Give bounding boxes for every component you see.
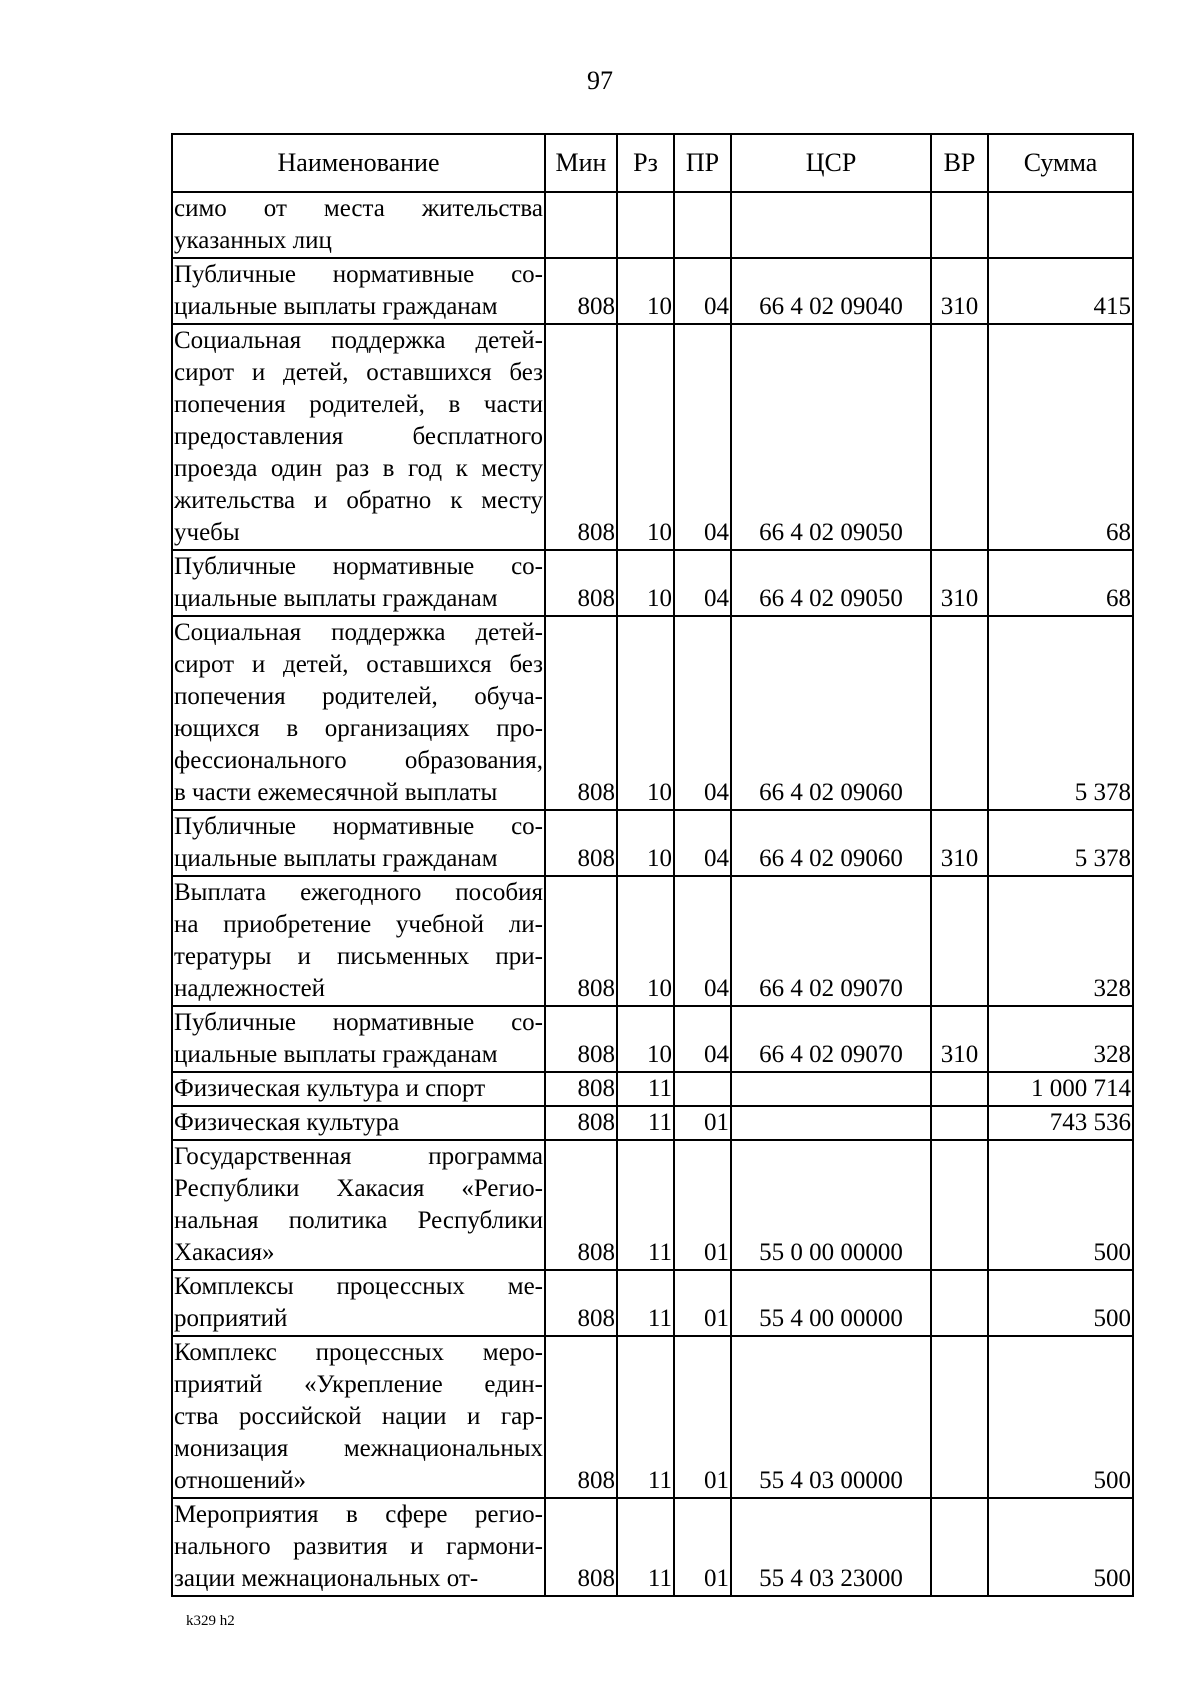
row-vr: [931, 1498, 988, 1596]
row-pr: 04: [674, 876, 731, 1006]
header-name: Наименование: [172, 134, 545, 192]
row-min: [545, 192, 617, 258]
row-name-line: Хакасия»: [174, 1239, 275, 1266]
row-name-line: отношений»: [174, 1467, 306, 1494]
row-name-line: сирот и детей, оставшихся без: [174, 651, 543, 678]
row-name: [172, 192, 545, 258]
row-sum: 68: [988, 550, 1133, 616]
row-rz: 10: [617, 324, 674, 550]
table-row: [172, 1006, 1133, 1072]
table-row: [172, 810, 1133, 876]
row-pr: 04: [674, 324, 731, 550]
row-rz: 11: [617, 1072, 674, 1106]
row-min: 808: [545, 1270, 617, 1336]
row-name-line: ющихся в организациях про-: [174, 715, 543, 742]
row-sum: 1 000 714: [988, 1072, 1133, 1106]
row-name: [172, 1270, 545, 1336]
row-vr: 310: [931, 810, 988, 876]
row-vr: [931, 876, 988, 1006]
row-pr: [674, 192, 731, 258]
row-name-line: нального развития и гармони-: [174, 1533, 543, 1560]
row-name-line: на приобретение учебной ли-: [174, 911, 543, 938]
row-rz: 10: [617, 258, 674, 324]
budget-table: [171, 133, 1134, 1597]
row-name-line: циальные выплаты гражданам: [174, 1041, 498, 1068]
row-name-line: Республики Хакасия «Регио-: [174, 1175, 543, 1202]
table-row: [172, 258, 1133, 324]
row-sum: 5 378: [988, 616, 1133, 810]
header-min: Мин: [545, 134, 617, 192]
table-body: [172, 192, 1133, 1596]
row-name-line: Физическая культура: [174, 1109, 400, 1136]
row-csr: 66 4 02 09040: [731, 258, 931, 324]
row-sum: 328: [988, 1006, 1133, 1072]
header-row: [172, 134, 1133, 192]
row-sum: 500: [988, 1336, 1133, 1498]
row-csr: 55 4 00 00000: [731, 1270, 931, 1336]
row-name-line: фессионального образования,: [174, 747, 543, 774]
row-rz: [617, 192, 674, 258]
footer-code: k329 h2: [186, 1613, 235, 1629]
row-name-line: Комплексы процессных ме-: [174, 1273, 543, 1300]
row-name-line: Физическая культура и спорт: [174, 1075, 486, 1102]
row-name: [172, 550, 545, 616]
page-number: 97: [587, 66, 613, 95]
row-name-line: Публичные нормативные со-: [174, 813, 543, 840]
row-min: 808: [545, 810, 617, 876]
row-name-line: монизация межнациональных: [174, 1435, 543, 1462]
row-name-line: циальные выплаты гражданам: [174, 845, 498, 872]
row-pr: 04: [674, 616, 731, 810]
row-vr: [931, 1140, 988, 1270]
table-row: [172, 876, 1133, 1006]
row-pr: 01: [674, 1270, 731, 1336]
row-name-line: попечения родителей, обуча-: [174, 683, 543, 710]
row-min: 808: [545, 1006, 617, 1072]
row-sum: [988, 192, 1133, 258]
row-name-line: симо от места жительства: [174, 195, 543, 222]
row-sum: 500: [988, 1270, 1133, 1336]
row-min: 808: [545, 258, 617, 324]
row-name-line: ства российской нации и гар-: [174, 1403, 543, 1430]
row-name-line: циальные выплаты гражданам: [174, 293, 498, 320]
row-name-line: Социальная поддержка детей-: [174, 327, 543, 354]
row-name-line: надлежностей: [174, 975, 326, 1002]
row-csr: [731, 1072, 931, 1106]
table-row: [172, 616, 1133, 810]
row-min: 808: [545, 324, 617, 550]
row-min: 808: [545, 1106, 617, 1140]
row-name-line: попечения родителей, в части: [174, 391, 543, 418]
row-name-line: роприятий: [174, 1305, 288, 1332]
row-min: 808: [545, 550, 617, 616]
row-min: 808: [545, 1072, 617, 1106]
row-sum: 415: [988, 258, 1133, 324]
row-vr: [931, 616, 988, 810]
row-rz: 10: [617, 1006, 674, 1072]
row-pr: 01: [674, 1336, 731, 1498]
row-min: 808: [545, 616, 617, 810]
row-name: [172, 616, 545, 810]
row-name-line: циальные выплаты гражданам: [174, 585, 498, 612]
header-sum: Сумма: [988, 134, 1133, 192]
row-name: [172, 810, 545, 876]
row-rz: 11: [617, 1106, 674, 1140]
table-row: [172, 324, 1133, 550]
table-row: [172, 1106, 1133, 1140]
row-vr: [931, 1270, 988, 1336]
row-pr: 01: [674, 1140, 731, 1270]
row-name-line: предоставления бесплатного: [174, 423, 543, 450]
row-sum: 743 536: [988, 1106, 1133, 1140]
row-rz: 11: [617, 1498, 674, 1596]
row-name-line: Государственная программа: [174, 1143, 543, 1170]
row-name-line: зации межнациональных от-: [174, 1565, 479, 1592]
row-name: [172, 1498, 545, 1596]
row-name: [172, 324, 545, 550]
row-name: [172, 1006, 545, 1072]
row-vr: [931, 1106, 988, 1140]
row-rz: 10: [617, 550, 674, 616]
header-csr: ЦСР: [731, 134, 931, 192]
row-name-line: проезда один раз в год к месту: [174, 455, 543, 482]
row-vr: [931, 1072, 988, 1106]
row-name-line: нальная политика Республики: [174, 1207, 543, 1234]
row-csr: 55 4 03 23000: [731, 1498, 931, 1596]
row-rz: 10: [617, 876, 674, 1006]
row-sum: 500: [988, 1140, 1133, 1270]
row-pr: 04: [674, 810, 731, 876]
row-name-line: Публичные нормативные со-: [174, 553, 543, 580]
row-min: 808: [545, 1336, 617, 1498]
row-vr: 310: [931, 258, 988, 324]
row-csr: 66 4 02 09070: [731, 1006, 931, 1072]
row-name: [172, 1072, 545, 1106]
row-name-line: Мероприятия в сфере регио-: [174, 1501, 543, 1528]
table-row: [172, 550, 1133, 616]
row-name-line: Комплекс процессных меро-: [174, 1339, 543, 1366]
table-row: [172, 1336, 1133, 1498]
row-name: [172, 1106, 545, 1140]
row-name: [172, 1140, 545, 1270]
row-rz: 11: [617, 1140, 674, 1270]
row-name-line: Выплата ежегодного пособия: [174, 879, 543, 906]
row-vr: [931, 324, 988, 550]
row-pr: 04: [674, 258, 731, 324]
row-csr: 66 4 02 09060: [731, 616, 931, 810]
row-csr: 66 4 02 09060: [731, 810, 931, 876]
row-pr: 04: [674, 550, 731, 616]
row-name: [172, 258, 545, 324]
row-name-line: Публичные нормативные со-: [174, 261, 543, 288]
row-pr: 01: [674, 1106, 731, 1140]
row-name: [172, 1336, 545, 1498]
row-name-line: жительства и обратно к месту: [174, 487, 543, 514]
row-rz: 10: [617, 616, 674, 810]
row-sum: 328: [988, 876, 1133, 1006]
row-csr: 66 4 02 09050: [731, 324, 931, 550]
row-vr: [931, 192, 988, 258]
row-rz: 10: [617, 810, 674, 876]
row-rz: 11: [617, 1270, 674, 1336]
row-name-line: Социальная поддержка детей-: [174, 619, 543, 646]
row-name-line: тературы и письменных при-: [174, 943, 543, 970]
table-row: [172, 192, 1133, 258]
row-pr: [674, 1072, 731, 1106]
row-name-line: сирот и детей, оставшихся без: [174, 359, 543, 386]
row-name-line: указанных лиц: [174, 227, 332, 254]
header-vr: ВР: [931, 134, 988, 192]
row-csr: 55 4 03 00000: [731, 1336, 931, 1498]
row-name-line: в части ежемесячной выплаты: [174, 779, 498, 806]
row-vr: 310: [931, 1006, 988, 1072]
row-pr: 01: [674, 1498, 731, 1596]
row-csr: [731, 192, 931, 258]
row-name: [172, 876, 545, 1006]
table-row: [172, 1072, 1133, 1106]
row-name-line: приятий «Укрепление един-: [174, 1371, 543, 1398]
row-min: 808: [545, 1140, 617, 1270]
row-csr: 55 0 00 00000: [731, 1140, 931, 1270]
row-rz: 11: [617, 1336, 674, 1498]
table-row: [172, 1270, 1133, 1336]
header-rz: Рз: [617, 134, 674, 192]
table-row: [172, 1498, 1133, 1596]
header-pr: ПР: [674, 134, 731, 192]
row-vr: [931, 1336, 988, 1498]
row-min: 808: [545, 876, 617, 1006]
row-csr: 66 4 02 09050: [731, 550, 931, 616]
table-row: [172, 1140, 1133, 1270]
row-csr: 66 4 02 09070: [731, 876, 931, 1006]
row-min: 808: [545, 1498, 617, 1596]
row-pr: 04: [674, 1006, 731, 1072]
row-sum: 68: [988, 324, 1133, 550]
row-sum: 5 378: [988, 810, 1133, 876]
row-csr: [731, 1106, 931, 1140]
row-name-line: Публичные нормативные со-: [174, 1009, 543, 1036]
row-sum: 500: [988, 1498, 1133, 1596]
row-vr: 310: [931, 550, 988, 616]
row-name-line: учебы: [174, 519, 240, 546]
